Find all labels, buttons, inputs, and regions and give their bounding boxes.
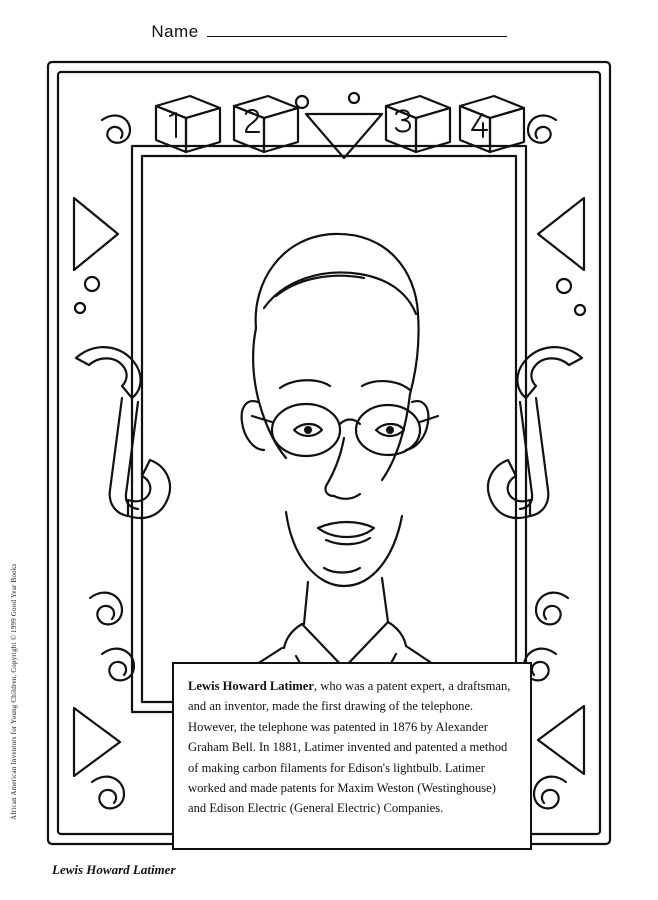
picture-frame-inner: [142, 156, 516, 702]
telephone-handset-icon: [76, 347, 170, 518]
number-block-icon: [460, 96, 524, 152]
number-block-icon: [386, 96, 450, 152]
spiral-icon: [92, 777, 124, 809]
info-panel-text: [188, 676, 516, 819]
picture-frame-outer: [132, 146, 526, 712]
name-label: Name: [151, 22, 199, 41]
spiral-icon: [536, 593, 568, 625]
triangle-icon: [74, 198, 118, 270]
triangle-icon: [306, 114, 382, 158]
info-panel-lead: Lewis Howard Latimer: [188, 679, 314, 693]
dot-icon: [349, 93, 359, 103]
name-row: [0, 22, 658, 42]
telephone-handset-icon: [488, 347, 582, 518]
triangle-icon: [538, 706, 584, 774]
dot-icon: [557, 279, 571, 293]
number-block-icon: [234, 96, 298, 152]
dot-icon: [575, 305, 585, 315]
spiral-icon: [102, 649, 134, 681]
info-panel: [172, 662, 532, 850]
dot-icon: [85, 277, 99, 291]
page-caption: Lewis Howard Latimer: [52, 862, 176, 877]
side-credit: African American Inventors for Young Children, Copyright © 1999 Good Year Books: [10, 563, 18, 820]
triangle-icon: [538, 198, 584, 270]
spiral-icon: [534, 777, 566, 809]
spiral-icon: [528, 115, 556, 142]
triangle-icon: [74, 708, 120, 776]
dot-icon: [296, 96, 308, 108]
dot-icon: [75, 303, 85, 313]
info-panel-body: , who was a patent expert, a draftsman, and an inventor, made the first drawing of the telephone. However, the telephone was patented in 1876 by Alexander Graham Bell. In 1881, Latimer invented and patented a method of making carbon filaments for Edison's lightbulb. Latimer worked and made patents for Maxim Weston (Westinghouse) and Edison Electric (General Electric) Companies.: [188, 679, 511, 816]
spiral-icon: [102, 115, 130, 142]
name-write-line[interactable]: [207, 22, 507, 37]
spiral-icon: [90, 593, 122, 625]
number-block-icon: [156, 96, 220, 152]
